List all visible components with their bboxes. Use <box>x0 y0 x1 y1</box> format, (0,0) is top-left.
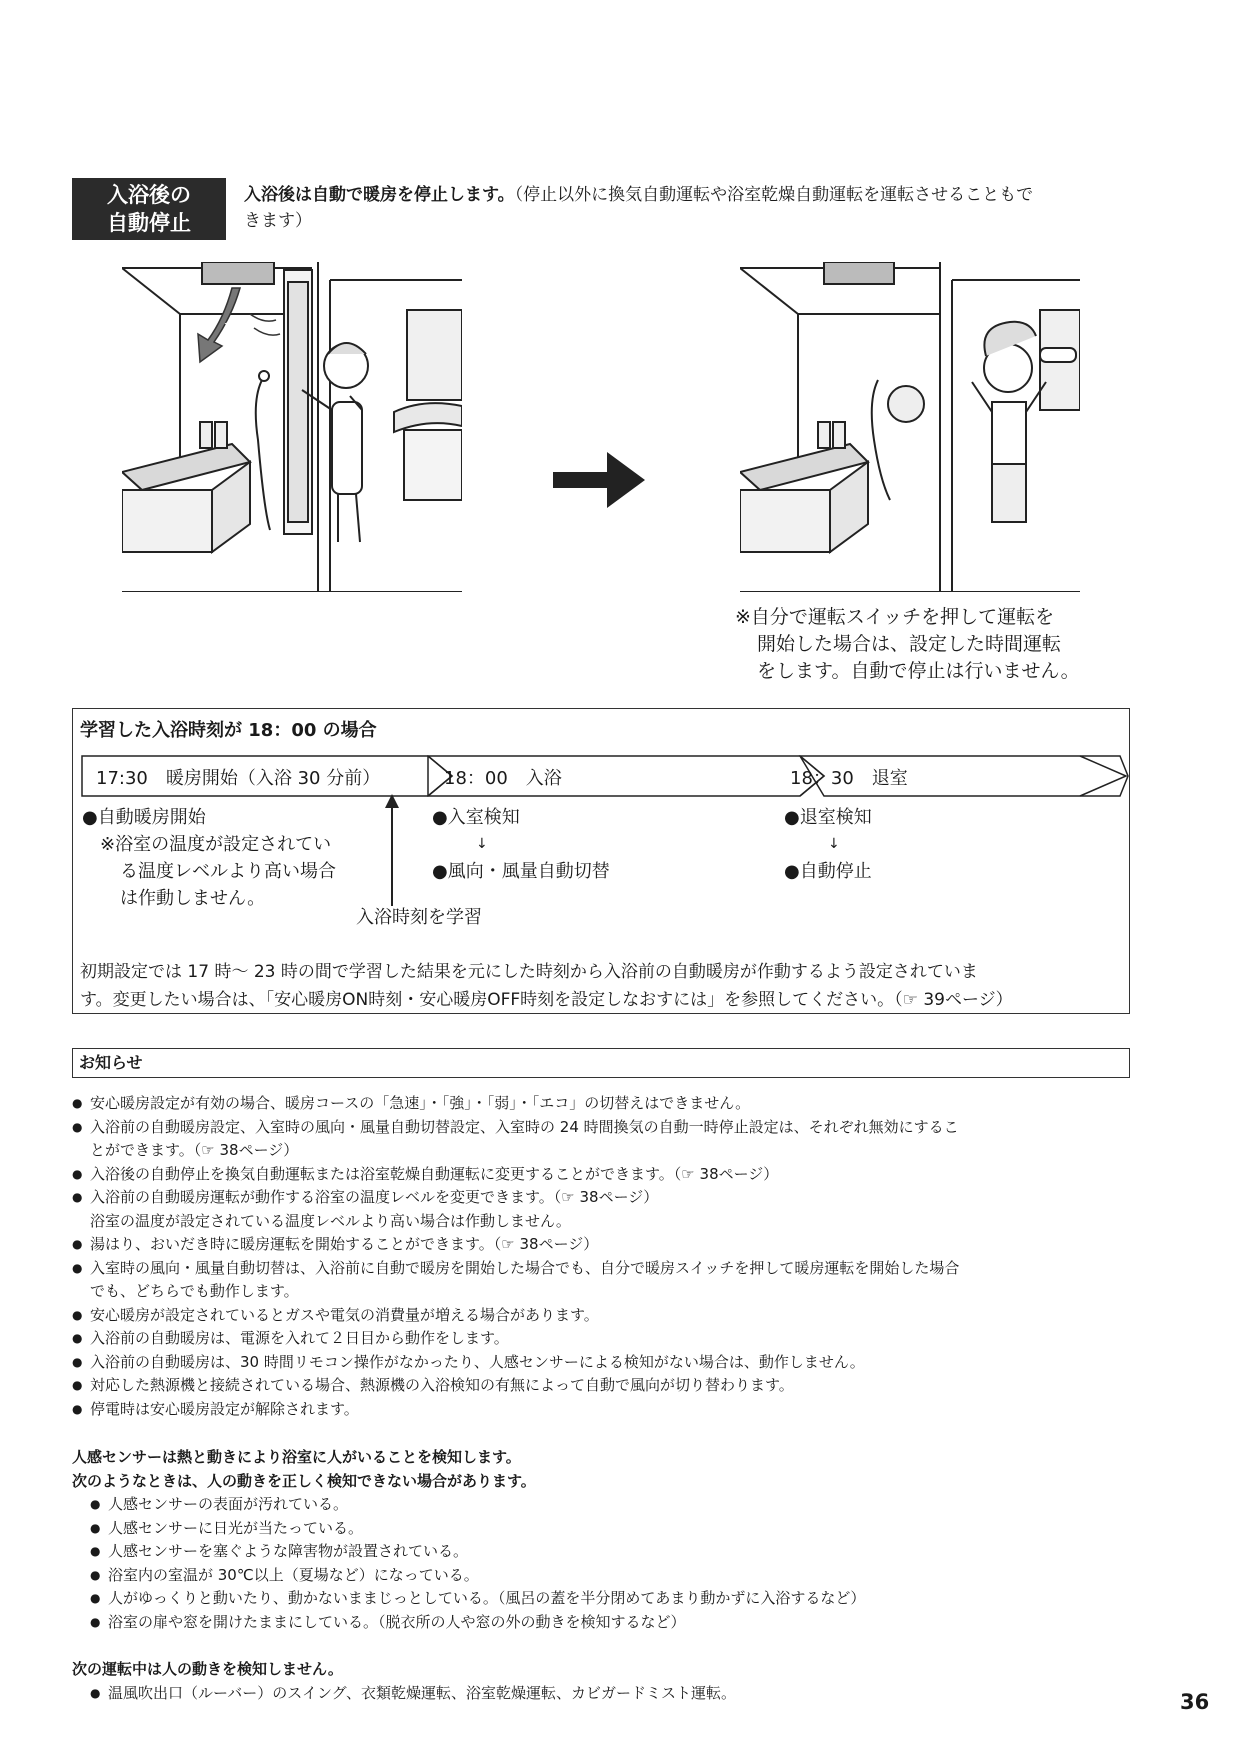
section-label-line2: 自動停止 <box>107 211 191 235</box>
notice-title: お知らせ <box>72 1048 1130 1078</box>
sensor-item: ● 人感センサーの表面が汚れている。 <box>72 1493 1134 1517</box>
section-lead-bold: 入浴後は自動で暖房を停止します。 <box>244 185 515 205</box>
sensor-item: ● 浴室の扉や窓を開けたままにしている。（脱衣所の人や窓の外の動きを検知するなど） <box>72 1611 1134 1635</box>
notice-item: ● 対応した熱源機と接続されている場合、熱源機の入浴検知の有無によって自動で風向が切り替わります。 <box>72 1374 1134 1398</box>
sensor-item: ● 人感センサーに日光が当たっている。 <box>72 1517 1134 1541</box>
learn-marker-label: 入浴時刻を学習 <box>356 907 482 928</box>
notice-item: ● 入浴前の自動暖房設定、入室時の風向・風量自動切替設定、入室時の 24 時間換気の自動一時停止設定は、それぞれ無効にするこ <box>72 1116 1134 1140</box>
illustration-note-line3: をします。自動で停止は行いません。 <box>757 660 1080 682</box>
col1-line1: ●自動暖房開始 <box>82 807 206 828</box>
illustration-note-line1: ※自分で運転スイッチを押して運転を <box>735 606 1055 628</box>
illustration-note-line2: 開始した場合は、設定した時間運転 <box>757 633 1062 655</box>
col1-line2: ※浴室の温度が設定されてい <box>100 834 332 855</box>
airflow-label: 温風 <box>222 318 242 344</box>
col3-line2: ●自動停止 <box>784 861 872 882</box>
notice-item: ● 入浴後の自動停止を換気自動運転または浴室乾燥自動運転に変更することができます。（☞ 38ページ） <box>72 1163 1134 1187</box>
notice-item: ● 湯はり、おいだき時に暖房運転を開始することができます。（☞ 38ページ） <box>72 1233 1134 1257</box>
sensor-item: ● 人感センサーを塞ぐような障害物が設置されている。 <box>72 1540 1134 1564</box>
timeline-col-3 <box>784 804 872 885</box>
notice-item: ● 入浴前の自動暖房運転が動作する浴室の温度レベルを変更できます。（☞ 38ページ） <box>72 1186 1134 1210</box>
bathroom-entering-illustration <box>122 262 462 592</box>
notice-list <box>72 1092 1134 1421</box>
section-lead-rest: （停止以外に換気自動運転や浴室乾燥自動運転を運転させることもで <box>514 185 1034 205</box>
notice-item-cont: でも、どちらでも動作します。 <box>90 1282 299 1300</box>
col2-line2: ●風向・風量自動切替 <box>432 861 610 882</box>
page-number: 36 <box>1180 1690 1210 1714</box>
section-label <box>72 178 226 240</box>
col1-line4: は作動しません。 <box>120 888 266 909</box>
notice-item: ● 入浴前の自動暖房は、電源を入れて２日目から動作をします。 <box>72 1327 1134 1351</box>
col2-arrow-icon: ↓ <box>476 836 488 852</box>
notice-item: ● 入浴前の自動暖房は、30 時間リモコン操作がなかったり、人感センサーによる検知がない場合は、動作しません。 <box>72 1351 1134 1375</box>
col1-line3: る温度レベルより高い場合 <box>120 861 336 882</box>
section-lead <box>244 182 1134 234</box>
bathroom-drying-illustration <box>740 262 1080 592</box>
learning-footnote-line1: 初期設定では 17 時～ 23 時の間で学習した結果を元にした時刻から入浴前の自動暖房が作動するよう設定されていま <box>80 962 978 982</box>
notice-item-cont: とができます。（☞ 38ページ） <box>90 1141 299 1159</box>
timeline-step-1: 17:30 暖房開始（入浴 30 分前） <box>96 768 381 789</box>
timeline-step-3: 18：30 退室 <box>790 768 908 789</box>
learn-marker-arrow-icon <box>382 794 402 906</box>
notice-item: ● 安心暖房設定が有効の場合、暖房コースの「急速」・「強」・「弱」・「エコ」の切替えはできません。 <box>72 1092 1134 1116</box>
notice-item-cont: 浴室の温度が設定されている温度レベルより高い場合は作動しません。 <box>90 1211 571 1230</box>
sensor-heading-1: 人感センサーは熱と動きにより浴室に人がいることを検知します。 <box>72 1448 521 1466</box>
notice-item: ● 安心暖房が設定されているとガスや電気の消費量が増える場合があります。 <box>72 1304 1134 1328</box>
sensor-item: ● 人がゆっくりと動いたり、動かないままじっとしている。（風呂の蓋を半分閉めてあまり動かずに入浴するなど） <box>72 1587 1134 1611</box>
sensor-item: ● 温風吹出口（ルーバー）のスイング、衣類乾燥運転、浴室乾燥運転、カビガードミスト運転。 <box>72 1682 1134 1706</box>
learning-footnote <box>80 958 1126 1014</box>
notice-item: ● 停電時は安心暖房設定が解除されます。 <box>72 1398 1134 1422</box>
timeline-step-2: 18：00 入浴 <box>444 768 562 789</box>
col3-arrow-icon: ↓ <box>828 836 840 852</box>
section-label-line1: 入浴後の <box>107 183 191 207</box>
right-arrow-icon <box>553 452 645 508</box>
learning-title: 学習した入浴時刻が 18：00 の場合 <box>80 720 377 741</box>
sensor-heading-3: 次の運転中は人の動きを検知しません。 <box>72 1660 343 1678</box>
notice-item: ● 入室時の風向・風量自動切替は、入浴前に自動で暖房を開始した場合でも、自分で暖房スイッチを押して暖房運転を開始した場合 <box>72 1257 1134 1281</box>
col2-line1: ●入室検知 <box>432 807 520 828</box>
illustration-note <box>735 604 1095 685</box>
sensor-heading-2: 次のようなときは、人の動きを正しく検知できない場合があります。 <box>72 1471 536 1490</box>
timeline-col-1 <box>82 804 336 912</box>
col3-line1: ●退室検知 <box>784 807 872 828</box>
timeline-col-2 <box>432 804 610 885</box>
sensor-item: ● 浴室内の室温が 30℃以上（夏場など）になっている。 <box>72 1564 1134 1588</box>
sensor-section <box>72 1446 1134 1705</box>
section-lead-rest2: きます） <box>244 211 312 231</box>
learning-footnote-line2: す。変更したい場合は、「安心暖房ON時刻・安心暖房OFF時刻を設定しなおすには」を参照してください。（☞ 39ページ） <box>80 990 1013 1010</box>
